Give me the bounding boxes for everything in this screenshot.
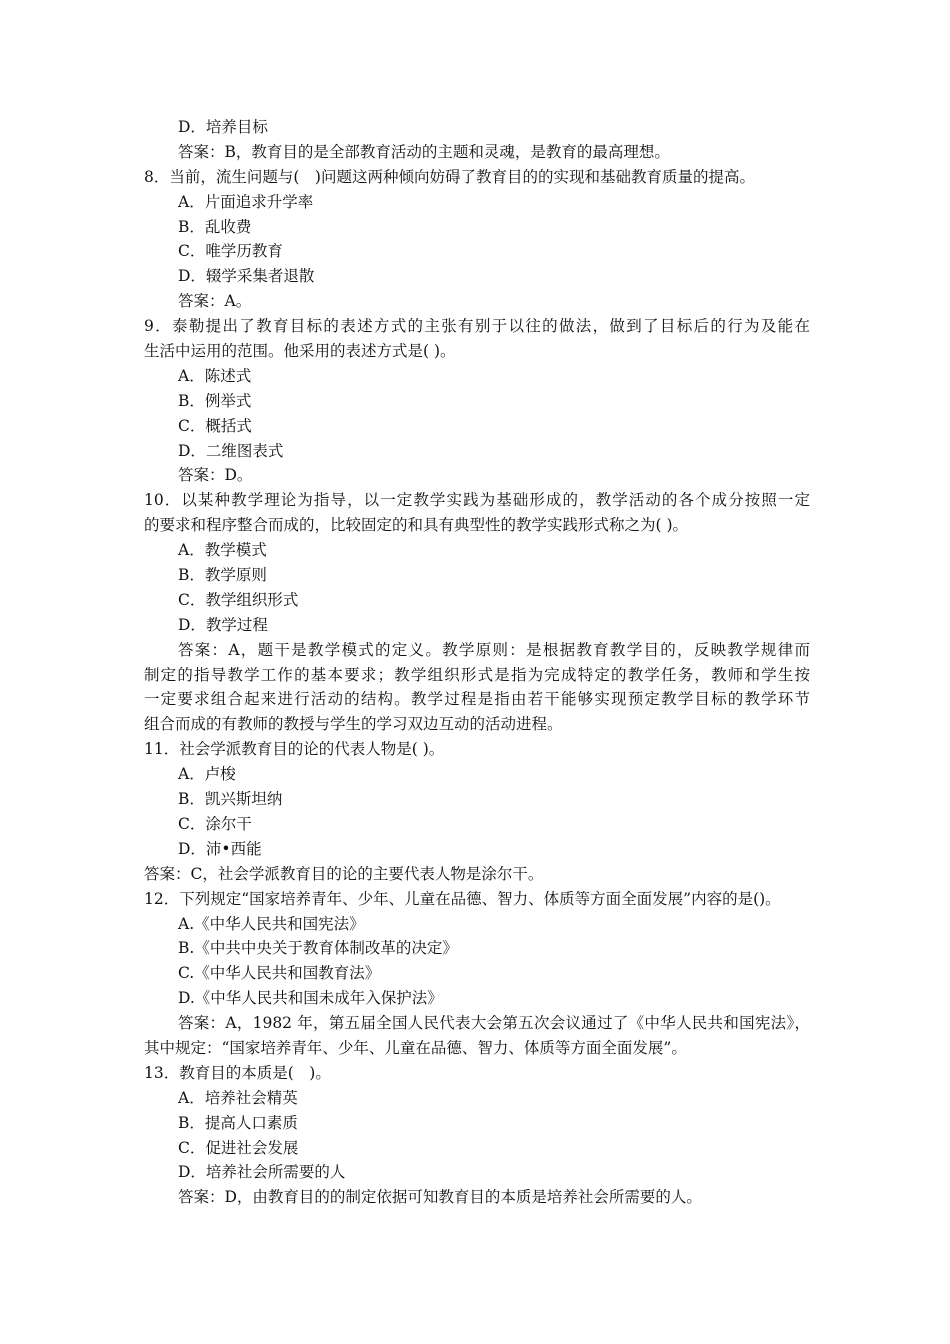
answer-explanation: 答案：A。: [178, 292, 252, 311]
answer-option: B．提高人口素质: [178, 1113, 298, 1132]
answer-option: C．教学组织形式: [178, 590, 299, 609]
question-text: 11．社会学派教育目的论的代表人物是( )。: [144, 740, 445, 759]
answer-option: C.《中华人民共和国教育法》: [178, 964, 381, 983]
answer-option: C．涂尔干: [178, 814, 252, 833]
answer-option: D．沛•西能: [178, 839, 262, 858]
answer-option: C．唯学历教育: [178, 242, 283, 261]
answer-option: D．二维图表式: [178, 441, 284, 460]
answer-explanation: 答案：A，1982 年，第五届全国人民代表大会第五次会议通过了《中华人民共和国宪法》，: [178, 1014, 810, 1033]
answer-option: B．例举式: [178, 391, 252, 410]
question-text: 的要求和程序整合而成的，比较固定的和具有典型性的教学实践形式称之为( )。: [144, 516, 689, 535]
question-text: 组合而成的有教师的教授与学生的学习双边互动的活动进程。: [144, 715, 563, 734]
document-body: [144, 115, 810, 1210]
question-text: 制定的指导教学工作的基本要求；教学组织形式是指为完成特定的教学任务，教师和学生按: [144, 665, 810, 684]
answer-explanation: 答案：C，社会学派教育目的论的主要代表人物是涂尔干。: [144, 864, 544, 883]
answer-explanation: 答案：A，题干是教学模式的定义。教学原则：是根据教育教学目的，反映教学规律而: [178, 640, 810, 659]
answer-option: A．片面追求升学率: [178, 192, 314, 211]
answer-explanation: 答案：D。: [178, 466, 253, 485]
answer-option: D．培养社会所需要的人: [178, 1163, 346, 1182]
answer-option: A．陈述式: [178, 366, 252, 385]
answer-explanation: 答案：D，由教育目的的制定依据可知教育目的本质是培养社会所需要的人。: [178, 1188, 702, 1207]
answer-option: A．培养社会精英: [178, 1088, 298, 1107]
question-text: 13．教育目的本质是( )。: [144, 1063, 331, 1082]
answer-option: A.《中华人民共和国宪法》: [178, 914, 365, 933]
answer-option: D．教学过程: [178, 615, 268, 634]
answer-option: D．辍学采集者退散: [178, 267, 315, 286]
question-text: 8．当前，流生问题与( )问题这两种倾向妨碍了教育目的的实现和基础教育质量的提高。: [144, 167, 755, 186]
question-text: 9．泰勒提出了教育目标的表述方式的主张有别于以往的做法，做到了目标后的行为及能在: [144, 317, 810, 336]
question-text: 一定要求组合起来进行活动的结构。教学过程是指由若干能够实现预定教学目标的教学环节: [144, 690, 810, 709]
answer-option: D．培养目标: [178, 118, 268, 136]
answer-option: A．卢梭: [178, 765, 236, 784]
answer-option: B.《中共中央关于教育体制改革的决定》: [178, 939, 458, 958]
answer-option: B．凯兴斯坦纳: [178, 790, 283, 809]
answer-option: D.《中华人民共和国未成年入保护法》: [178, 989, 443, 1008]
answer-option: B．教学原则: [178, 566, 267, 585]
answer-explanation: 答案：B，教育目的是全部教育活动的主题和灵魂，是教育的最高理想。: [178, 142, 670, 161]
answer-option: C．促进社会发展: [178, 1138, 299, 1157]
answer-option: A．教学模式: [178, 541, 267, 560]
question-text: 10．以某种教学理论为指导，以一定教学实践为基础形成的，教学活动的各个成分按照一定: [144, 491, 810, 510]
question-text: 其中规定：“国家培养青年、少年、儿童在品德、智力、体质等方面全面发展”。: [144, 1038, 687, 1057]
question-text: 12．下列规定“国家培养青年、少年、儿童在品德、智力、体质等方面全面发展”内容的是()。: [144, 889, 781, 908]
answer-option: B．乱收费: [178, 217, 252, 236]
answer-option: C．概括式: [178, 416, 252, 435]
question-text: 生活中运用的范围。他采用的表述方式是( )。: [144, 342, 456, 361]
